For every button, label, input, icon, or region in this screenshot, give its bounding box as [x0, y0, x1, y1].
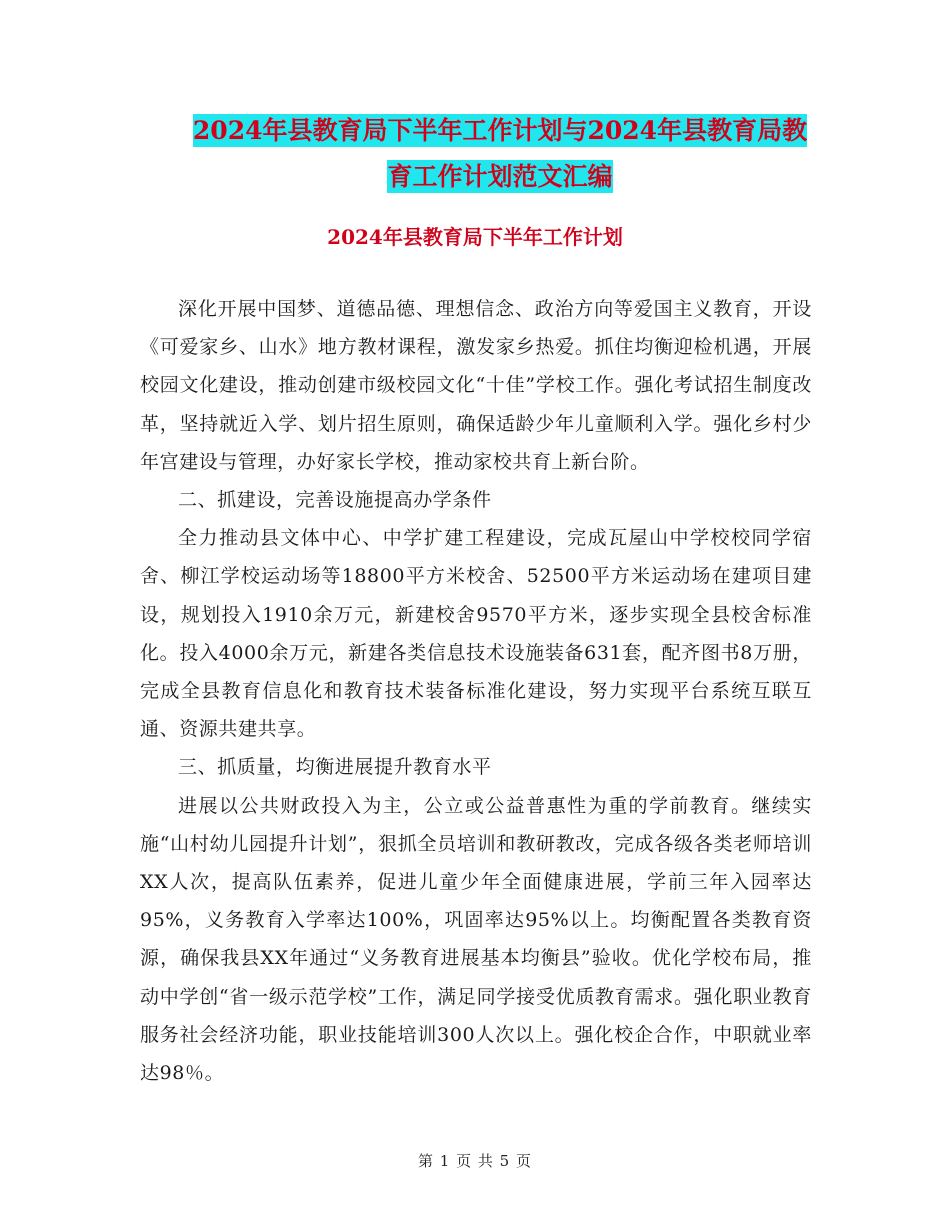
- section-heading: 二、抓建设，完善设施提高办学条件: [178, 489, 492, 512]
- document-title-line-1: 2024年县教育局下半年工作计划与2024年县教育局教: [192, 116, 808, 145]
- section-heading: 三、抓质量，均衡进展提升教育水平: [178, 756, 492, 779]
- document-title-line-2: 育工作计划范文汇编: [387, 162, 613, 191]
- paragraph: 全力推动县文体中心、中学扩建工程建设，完成瓦屋山中学校校同学宿舍、柳江学校运动场等18800平方米校舍、52500平方米运动场在建项目建设，规划投入1910余万元，新建校舍9570平方米，逐步实现全县校舍标准化。投入4000余万元，新建各类信息技术设施装备631套，配齐图书8万册，完成全县教育信息化和教育技术装备标准化建设，努力实现平台系统互联互通、资源共建共享。: [140, 527, 812, 741]
- document-body: [140, 290, 812, 1092]
- section-title: 2024年县教育局下半年工作计划: [327, 225, 623, 249]
- paragraph: 进展以公共财政投入为主，公立或公益普惠性为重的学前教育。继续实施“山村幼儿园提升计划”，狠抓全员培训和教研教改，完成各级各类老师培训XX人次，提高队伍素养，促进儿童少年全面健康进展，学前三年入园率达95%，义务教育入学率达100%，巩固率达95%以上。均衡配置各类教育资源，确保我县XX年通过“义务教育进展基本均衡县”验收。优化学校布局，推动中学创“省一级示范学校”工作，满足同学接受优质教育需求。强化职业教育服务社会经济功能，职业技能培训300人次以上。强化校企合作，中职就业率达98％。: [140, 794, 812, 1085]
- page-footer: 第 1 页 共 5 页: [418, 1152, 532, 1170]
- document-title: [150, 108, 850, 200]
- paragraph: 深化开展中国梦、道德品德、理想信念、政治方向等爱国主义教育，开设《可爱家乡、山水》地方教材课程，激发家乡热爱。抓住均衡迎检机遇，开展校园文化建设，推动创建市级校园文化“十佳”学校工作。强化考试招生制度改革，坚持就近入学、划片招生原则，确保适龄少年儿童顺利入学。强化乡村少年宫建设与管理，办好家长学校，推动家校共育上新台阶。: [140, 298, 812, 473]
